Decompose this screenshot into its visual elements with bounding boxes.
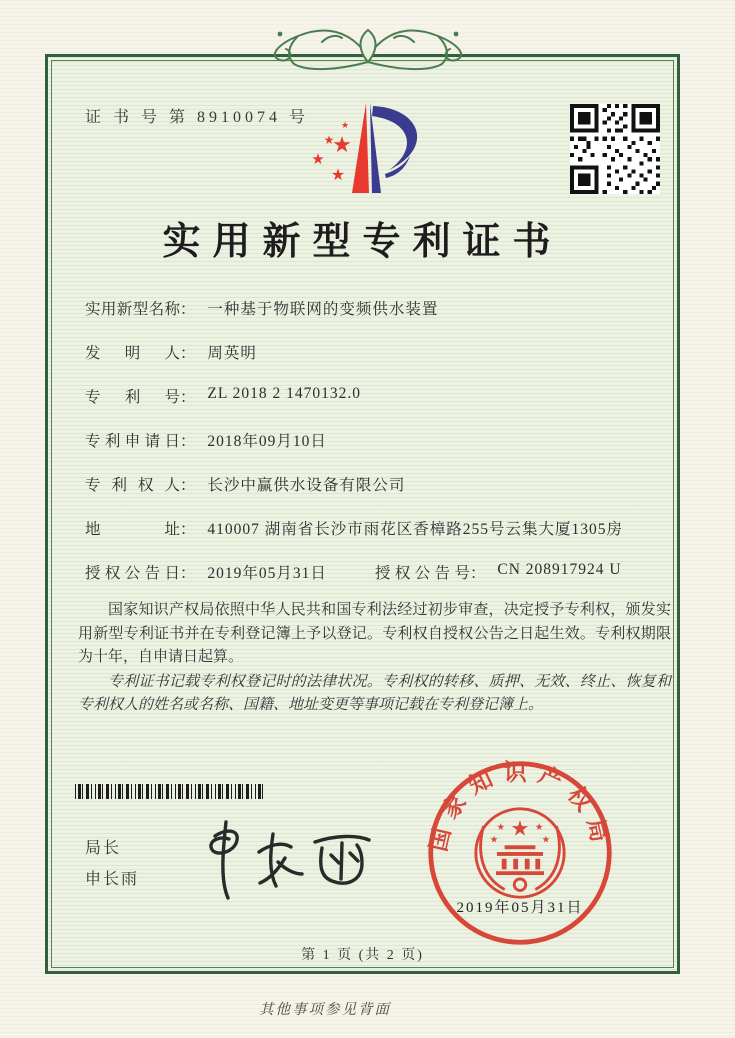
- svg-text:★: ★: [496, 821, 506, 833]
- field-label: 发明人：: [85, 345, 196, 362]
- svg-text:★: ★: [311, 150, 325, 168]
- signer-name: 申长雨: [85, 871, 140, 888]
- seal-text: 国家知识产权局: [424, 759, 616, 854]
- field-value: 2019年05月31日: [207, 565, 327, 582]
- legal-paragraph-1: 国家知识产权局依照中华人民共和国专利法经过初步审查，决定授予专利权，颁发实用新型专利证书并在专利登记簿上予以登记。专利权自授权公告之日起生效。专利权期限为十年，自申请日起算。: [78, 602, 671, 665]
- footer-note: 其他事项参见背面: [259, 1002, 391, 1018]
- svg-text:★: ★: [489, 834, 499, 846]
- field-label: 授权公告号：: [375, 565, 486, 582]
- svg-text:★: ★: [510, 815, 530, 841]
- legal-paragraph-2: 专利证书记载专利权登记时的法律状况。专利权的转移、质押、无效、终止、恢复和专利权人的姓名或名称、国籍、地址变更等事项记载在专利登记簿上。: [78, 673, 671, 713]
- field-value: 410007 湖南省长沙市雨花区香樟路255号云集大厦1305房: [207, 521, 624, 538]
- cnipa-patent-logo: [293, 96, 441, 202]
- page-number: 第 1 页 (共 2 页): [301, 948, 424, 963]
- svg-text:★: ★: [332, 133, 352, 158]
- field-row-inventor: [85, 341, 675, 385]
- seal-date: 2019年05月31日: [456, 900, 584, 916]
- svg-text:★: ★: [541, 834, 551, 846]
- field-label: 专利申请日：: [85, 433, 196, 450]
- field-value: CN 208917924 U: [497, 561, 622, 578]
- field-label: 专利权人：: [85, 477, 196, 494]
- certificate-fields: [85, 297, 675, 605]
- signer-block: [85, 833, 139, 895]
- signer-title: 局长: [85, 840, 122, 857]
- svg-text:★: ★: [323, 133, 335, 147]
- barcode: [75, 784, 265, 799]
- field-value: 一种基于物联网的变频供水装置: [207, 301, 439, 318]
- handwritten-signature: [185, 810, 385, 905]
- field-value: 2018年09月10日: [207, 433, 327, 450]
- field-row-patentee: [85, 473, 675, 517]
- field-label: 授权公告日：: [85, 565, 196, 582]
- logo-stars: [311, 121, 352, 184]
- field-row-patent-number: [85, 385, 675, 429]
- national-emblem: [476, 809, 564, 897]
- field-value: 长沙中赢供水设备有限公司: [207, 477, 406, 494]
- field-row-filing-date: [85, 429, 675, 473]
- field-value: ZL 2018 2 1470132.0: [207, 385, 362, 402]
- svg-text:★: ★: [330, 165, 346, 184]
- logo-p-mark: [352, 103, 417, 193]
- legal-text: [78, 599, 671, 718]
- field-row-invention-name: [85, 297, 675, 341]
- field-grant-number: [375, 561, 622, 583]
- cnipa-official-seal: [424, 757, 616, 949]
- field-value: 周英明: [207, 345, 257, 362]
- certificate-title: 实用新型专利证书: [162, 221, 563, 263]
- certificate-number: 证 书 号 第 8910074 号: [85, 109, 310, 126]
- field-label: 实用新型名称：: [85, 301, 196, 318]
- field-label: 地址：: [85, 521, 196, 538]
- qr-code: [570, 104, 660, 194]
- svg-text:★: ★: [534, 821, 544, 833]
- svg-text:★: ★: [340, 121, 350, 131]
- floral-flourish-ornament: [230, 20, 506, 76]
- field-row-address: [85, 517, 675, 561]
- field-label: 专利号：: [85, 389, 196, 406]
